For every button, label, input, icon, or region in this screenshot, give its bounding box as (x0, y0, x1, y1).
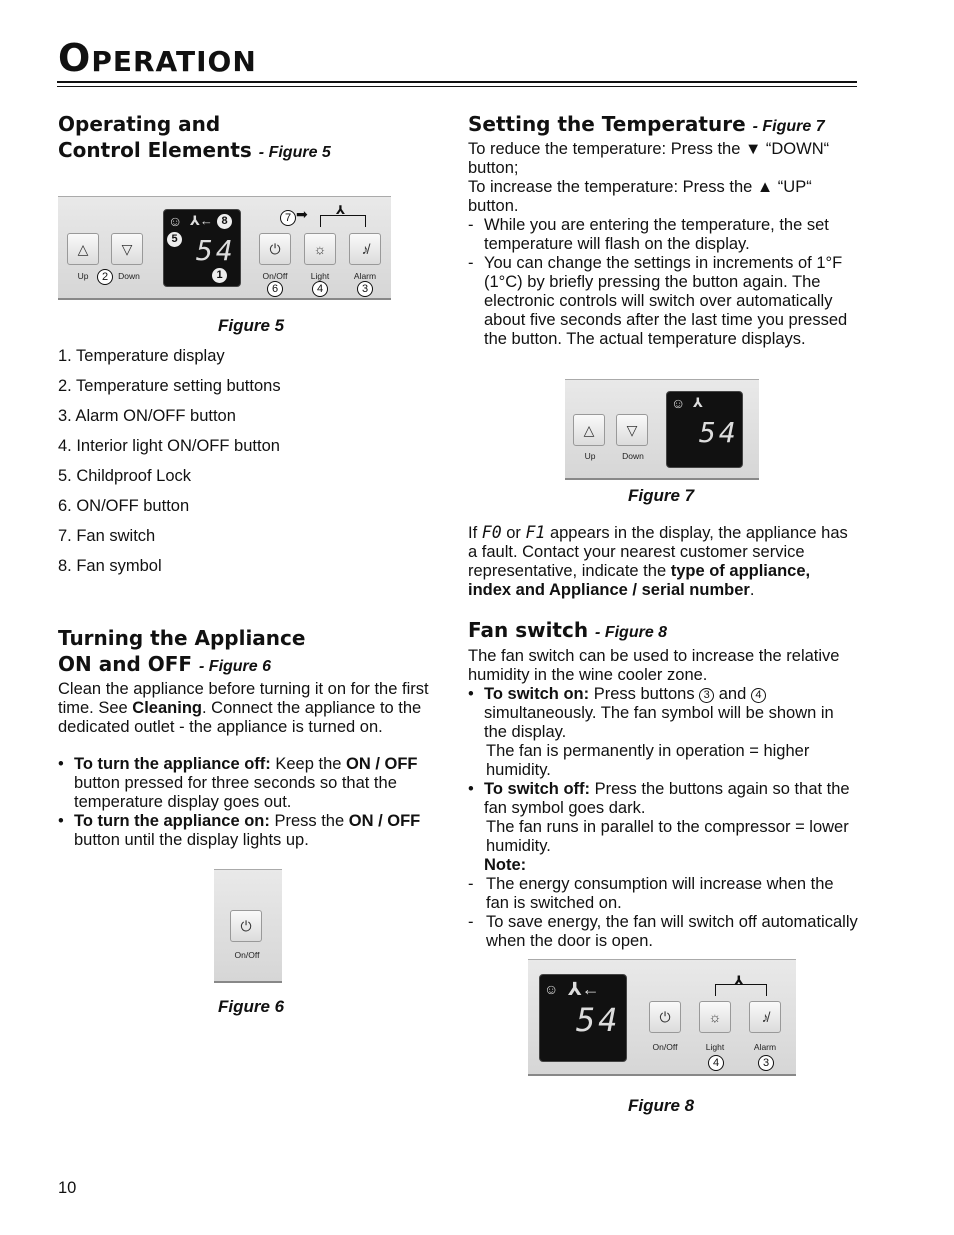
title-rule-thin (57, 86, 857, 87)
down-arrow-icon: ▽ (121, 240, 133, 257)
callout-1: 1 (212, 268, 227, 283)
fan-off-result: The fan runs in parallel to the compressor = lower humidity. (486, 818, 849, 855)
fan-icon: ⅄ (336, 203, 346, 217)
list-item: 1. Temperature display (58, 347, 225, 365)
alarm-button[interactable] (349, 233, 381, 265)
up-button-fig7[interactable] (573, 414, 605, 446)
alarm-label-fig8: Alarm (753, 1042, 777, 1052)
temp-reduce: To reduce the temperature: Press the ▼ “DOWN“ button; (468, 140, 830, 177)
list-item: 7. Fan switch (58, 527, 156, 545)
up-label-fig7: Up (584, 451, 596, 461)
callout-3: 3 (357, 281, 373, 297)
up-arrow-icon: △ (583, 421, 595, 438)
fault-code-f1: F1 (525, 523, 546, 542)
callout-7: 7 (280, 210, 296, 226)
callout-6: 6 (267, 281, 283, 297)
control-elements-list (58, 341, 438, 581)
figure8-panel (528, 959, 796, 1076)
list-item: 2. Temperature setting buttons (58, 377, 281, 395)
onoff-body (58, 680, 443, 850)
callout-5: 5 (167, 232, 182, 247)
light-label: Light (310, 271, 330, 281)
title-rule (57, 81, 857, 83)
figure5-panel (58, 196, 391, 300)
fan-intro: The fan switch can be used to increase the relative humidity in the wine cooler zone. (468, 647, 840, 684)
down-label-fig7: Down (622, 451, 644, 461)
light-label-fig8: Light (705, 1042, 725, 1052)
alarm-off-icon: ♪̸ (761, 1009, 769, 1025)
alarm-off-icon: ♪̸ (361, 241, 369, 257)
fan-symbol-icon: ⅄← (190, 213, 213, 228)
smiley-icon: ☺ (671, 395, 686, 411)
turn-off-instruction: • To turn the appliance off: Keep the ON / OFF button pressed for three seconds so that the temperature display goes out. (58, 755, 443, 812)
temperature-display (163, 209, 241, 287)
temp-heading: Setting the Temperature - Figure 7 (468, 112, 825, 136)
light-button-fig8[interactable] (699, 1001, 731, 1033)
figure6-panel (214, 869, 282, 983)
up-arrow-icon: △ (77, 240, 89, 257)
fault-paragraph: If F0 or F1 appears in the display, the appliance has a fault. Contact your nearest customer service representative, indicate the type of appliance, index and Appliance / serial number. (468, 523, 848, 599)
temperature-display-fig8 (539, 974, 627, 1062)
fault-code-f0: F0 (481, 523, 502, 542)
list-item: 3. Alarm ON/OFF button (58, 407, 236, 425)
callout-8: 8 (217, 214, 232, 229)
onoff-button[interactable] (259, 233, 291, 265)
light-icon: ☼ (708, 1009, 722, 1025)
page-title-initial: O (58, 36, 92, 80)
temperature-display-fig7 (666, 391, 743, 468)
figure8-caption: Figure 8 (628, 1096, 695, 1115)
display-digits: 54 (196, 234, 236, 267)
onoff-label: On/Off (262, 271, 288, 281)
onoff-button-fig6[interactable] (230, 910, 262, 942)
page-number: 10 (58, 1179, 77, 1197)
fan-switch-on: • To switch on: Press buttons 3 and 4 simultaneously. The fan symbol will be shown in the display. (468, 685, 858, 742)
onoff-heading: Turning the Appliance ON and OFF - Figure 6 (58, 626, 306, 676)
alarm-button-fig8[interactable] (749, 1001, 781, 1033)
turn-on-instruction: • To turn the appliance on: Press the ON / OFF button until the display lights up. (58, 812, 443, 850)
down-button-fig7[interactable] (616, 414, 648, 446)
onoff-button-fig8[interactable] (649, 1001, 681, 1033)
fan-symbol-icon: ⅄ (693, 395, 703, 410)
fan-note-2: - To save energy, the fan will switch off automatically when the door is open. (468, 913, 858, 951)
onoff-intro: Clean the appliance before turning it on for the first time. See Cleaning. Connect the appliance to the dedicated outlet - the appliance is turned on. (58, 680, 429, 736)
callout-3: 3 (758, 1055, 774, 1071)
temp-increase: To increase the temperature: Press the ▲ “UP“ button. (468, 178, 812, 215)
figure6-caption: Figure 6 (218, 997, 285, 1016)
alarm-label: Alarm (353, 271, 377, 281)
onoff-label-fig6: On/Off (234, 950, 260, 960)
list-item: 5. Childproof Lock (58, 467, 191, 485)
power-icon: ⏻ (269, 240, 281, 257)
page-title-rest: PERATION (91, 45, 257, 78)
fan-heading: Fan switch - Figure 8 (468, 618, 668, 642)
figure7-panel (565, 379, 759, 480)
onoff-label-fig8: On/Off (652, 1042, 678, 1052)
fan-symbol-arrow-icon: ⅄← (568, 979, 600, 999)
page-title (58, 36, 257, 80)
figure7-caption: Figure 7 (628, 486, 695, 505)
callout-4: 4 (312, 281, 328, 297)
display-digits: 54 (699, 416, 739, 449)
fan-note-label: Note: (484, 856, 527, 874)
list-item: 8. Fan symbol (58, 557, 162, 575)
power-icon: ⏻ (659, 1008, 671, 1025)
callout-2: 2 (97, 269, 113, 285)
fan-switch-off: • To switch off: Press the buttons again so that the fan symbol goes dark. (468, 780, 858, 818)
fan-note-1: - The energy consumption will increase when the fan is switched on. (468, 875, 858, 913)
callout-4: 4 (708, 1055, 724, 1071)
temp-note-2: - You can change the settings in increments of 1°F (1°C) by briefly pressing the button again. The electronic controls will switch over automatically about five seconds after the last time you pressed the button. The actual temperature displays. (468, 254, 856, 349)
down-button[interactable] (111, 233, 143, 265)
fan-body (468, 647, 858, 951)
down-arrow-icon: ▽ (626, 421, 638, 438)
up-button[interactable] (67, 233, 99, 265)
figure5-caption: Figure 5 (218, 316, 285, 335)
light-button[interactable] (304, 233, 336, 265)
down-label: Down (118, 271, 140, 281)
temp-body (468, 140, 856, 349)
fan-on-result: The fan is permanently in operation = higher humidity. (486, 742, 810, 779)
fan-icon: ⅄ (734, 973, 744, 988)
fan-switch-arrow-icon: ➡ (296, 206, 308, 222)
light-icon: ☼ (313, 241, 327, 257)
display-digits: 54 (576, 1001, 621, 1039)
list-item: 6. ON/OFF button (58, 497, 190, 515)
list-item: 4. Interior light ON/OFF button (58, 437, 280, 455)
smiley-icon: ☺ (168, 213, 183, 229)
smiley-icon: ☺ (544, 981, 559, 997)
controls-heading: Operating and Control Elements - Figure 5 (58, 112, 331, 162)
temp-note-1: - While you are entering the temperature, the set temperature will flash on the display. (468, 216, 856, 254)
power-icon: ⏻ (240, 917, 252, 934)
up-label: Up (77, 271, 89, 281)
